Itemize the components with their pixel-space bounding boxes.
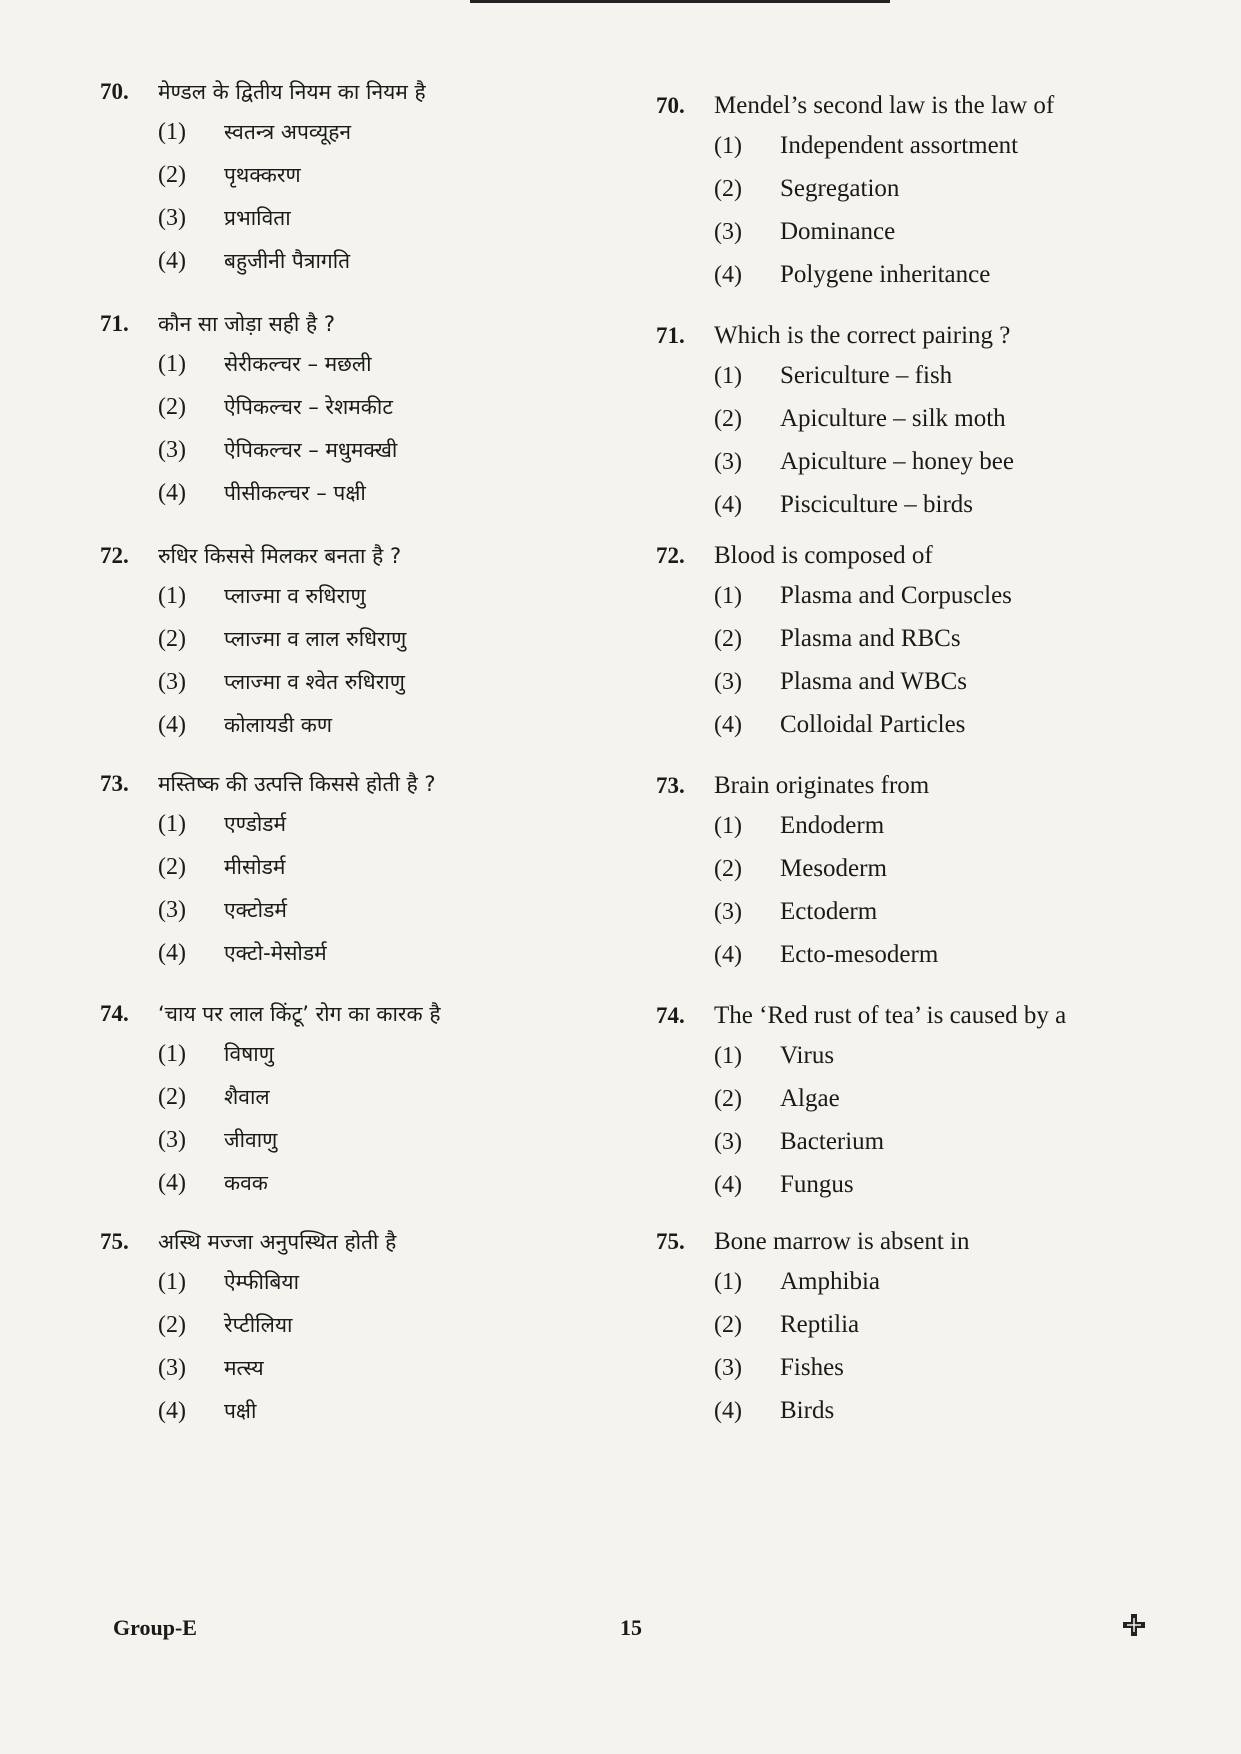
answer-option [656, 941, 1156, 984]
question-text: Mendel’s second law is the law of [714, 92, 1055, 119]
option-number: (3) [158, 669, 186, 695]
question-number: 75. [656, 1229, 685, 1254]
question-text: मस्तिष्क की उत्पत्ति किससे होती है ? [158, 772, 436, 796]
option-text: Colloidal Particles [780, 711, 966, 738]
question-70 [100, 78, 620, 290]
answer-option [100, 711, 620, 754]
option-number: (2) [158, 854, 186, 880]
option-number: (2) [714, 626, 742, 652]
answer-option [656, 1085, 1156, 1128]
question-75 [100, 1228, 620, 1440]
option-number: (4) [714, 712, 742, 738]
question-71 [656, 322, 1156, 534]
option-text: पृथक्करण [224, 163, 301, 187]
option-number: (3) [158, 1355, 186, 1381]
option-number: (3) [714, 669, 742, 695]
answer-option [656, 855, 1156, 898]
option-number: (4) [714, 1398, 742, 1424]
option-text: Pisciculture – birds [780, 491, 974, 518]
option-text: ऐपिकल्चर – रेशमकीट [224, 395, 393, 419]
option-text: कोलायडी कण [224, 713, 333, 737]
option-number: (1) [714, 363, 742, 389]
option-text: पक्षी [224, 1399, 257, 1423]
option-number: (3) [158, 1127, 186, 1153]
option-number: (3) [714, 1129, 742, 1155]
answer-option [656, 1268, 1156, 1311]
option-text: स्वतन्त्र अपव्यूहन [224, 120, 352, 144]
option-text: कवक [224, 1171, 268, 1195]
question-number: 74. [656, 1003, 685, 1028]
question-73 [100, 770, 620, 982]
option-number: (1) [158, 119, 186, 145]
question-header [100, 310, 620, 350]
option-text: Fungus [780, 1171, 854, 1198]
option-text: Sericulture – fish [780, 362, 953, 389]
answer-option [100, 853, 620, 896]
option-text: एक्टो-मेसोडर्म [224, 941, 327, 965]
answer-option [100, 939, 620, 982]
option-text: Endoderm [780, 812, 885, 839]
answer-option [100, 1169, 620, 1212]
answer-option [100, 582, 620, 625]
question-75 [656, 1228, 1156, 1440]
answer-option [656, 1354, 1156, 1397]
option-number: (2) [714, 856, 742, 882]
answer-option [656, 1042, 1156, 1085]
option-number: (3) [714, 449, 742, 475]
question-header [656, 322, 1156, 362]
question-number: 72. [656, 543, 685, 568]
answer-option [656, 812, 1156, 855]
option-number: (3) [158, 205, 186, 231]
question-text: रुधिर किससे मिलकर बनता है ? [158, 544, 402, 568]
question-header [100, 1000, 620, 1040]
option-number: (4) [158, 1170, 186, 1196]
option-number: (2) [158, 1312, 186, 1338]
option-text: Fishes [780, 1354, 844, 1381]
answer-option [656, 668, 1156, 711]
question-number: 73. [100, 771, 129, 796]
option-number: (3) [158, 897, 186, 923]
option-text: Apiculture – silk moth [780, 405, 1006, 432]
group-label: Group-E [113, 1615, 197, 1640]
answer-option [656, 405, 1156, 448]
option-number: (1) [714, 583, 742, 609]
option-text: शैवाल [224, 1085, 270, 1109]
question-70 [656, 92, 1156, 304]
question-number: 70. [100, 79, 129, 104]
option-number: (1) [714, 1269, 742, 1295]
answer-option [100, 393, 620, 436]
answer-option [100, 479, 620, 522]
answer-option [656, 448, 1156, 491]
answer-option [656, 1397, 1156, 1440]
question-number: 72. [100, 543, 129, 568]
answer-option [100, 625, 620, 668]
option-number: (4) [158, 480, 186, 506]
answer-option [100, 161, 620, 204]
question-text: The ‘Red rust of tea’ is caused by a [714, 1002, 1067, 1029]
answer-option [656, 625, 1156, 668]
option-text: Ecto-mesoderm [780, 941, 939, 968]
option-number: (4) [714, 262, 742, 288]
option-number: (3) [714, 219, 742, 245]
question-74 [100, 1000, 620, 1212]
option-text: मीसोडर्म [224, 855, 286, 879]
option-text: बहुजीनी पैत्रागति [224, 249, 351, 273]
option-text: Polygene inheritance [780, 261, 991, 288]
answer-option [656, 175, 1156, 218]
answer-option [656, 491, 1156, 534]
option-text: Bacterium [780, 1128, 885, 1155]
option-text: ऐपिकल्चर – मधुमक्खी [224, 438, 398, 462]
answer-option [656, 711, 1156, 754]
question-text: Which is the correct pairing ? [714, 322, 1011, 349]
question-text: Blood is composed of [714, 542, 933, 569]
answer-option [100, 436, 620, 479]
option-text: Apiculture – honey bee [780, 448, 1014, 475]
answer-option [100, 118, 620, 161]
answer-option [100, 350, 620, 393]
option-number: (2) [714, 1086, 742, 1112]
option-number: (1) [714, 133, 742, 159]
answer-option [100, 247, 620, 290]
answer-option [656, 1171, 1156, 1214]
option-text: Amphibia [780, 1268, 880, 1295]
option-number: (1) [158, 351, 186, 377]
option-number: (1) [158, 1269, 186, 1295]
option-text: सेरीकल्चर – मछली [224, 352, 372, 376]
option-number: (3) [158, 437, 186, 463]
option-number: (1) [158, 1041, 186, 1067]
answer-option [656, 582, 1156, 625]
top-rule [470, 0, 890, 3]
answer-option [656, 362, 1156, 405]
page-footer [0, 1615, 1241, 1655]
option-number: (3) [714, 1355, 742, 1381]
question-number: 74. [100, 1001, 129, 1026]
question-number: 75. [100, 1229, 129, 1254]
question-73 [656, 772, 1156, 984]
answer-option [100, 1083, 620, 1126]
option-number: (1) [158, 811, 186, 837]
answer-option [100, 1040, 620, 1083]
option-number: (3) [714, 899, 742, 925]
question-header [100, 542, 620, 582]
option-text: Plasma and RBCs [780, 625, 961, 652]
option-number: (4) [158, 1398, 186, 1424]
option-text: Independent assortment [780, 132, 1019, 159]
option-number: (2) [158, 394, 186, 420]
answer-option [100, 896, 620, 939]
option-number: (2) [158, 162, 186, 188]
option-text: Segregation [780, 175, 900, 202]
option-number: (4) [714, 1172, 742, 1198]
option-text: प्लाज्मा व श्वेत रुधिराणु [224, 670, 405, 694]
option-text: ऐम्फीबिया [224, 1270, 300, 1294]
option-number: (1) [714, 813, 742, 839]
question-text: मेण्डल के द्वितीय नियम का नियम है [158, 80, 426, 104]
answer-option [656, 132, 1156, 175]
option-text: प्रभाविता [224, 206, 291, 230]
page-number: 15 [620, 1615, 642, 1640]
question-header [100, 770, 620, 810]
question-number: 70. [656, 93, 685, 118]
plus-cross-icon [1122, 1613, 1146, 1637]
option-number: (2) [158, 626, 186, 652]
question-text: कौन सा जोड़ा सही है ? [158, 312, 336, 336]
question-text: Brain originates from [714, 772, 930, 799]
question-header [100, 1228, 620, 1268]
option-number: (2) [714, 1312, 742, 1338]
answer-option [100, 810, 620, 853]
option-text: Plasma and WBCs [780, 668, 968, 695]
question-header [656, 772, 1156, 812]
option-text: Algae [780, 1085, 840, 1112]
question-72 [656, 542, 1156, 754]
option-text: जीवाणु [224, 1128, 278, 1152]
answer-option [100, 1268, 620, 1311]
option-text: Mesoderm [780, 855, 887, 882]
option-text: विषाणु [224, 1042, 274, 1066]
question-header [656, 542, 1156, 582]
answer-option [100, 1397, 620, 1440]
option-number: (4) [158, 248, 186, 274]
option-text: एण्डोडर्म [224, 812, 287, 836]
question-header [656, 1002, 1156, 1042]
option-number: (4) [714, 942, 742, 968]
answer-option [656, 1128, 1156, 1171]
option-number: (2) [714, 176, 742, 202]
answer-option [100, 1126, 620, 1169]
option-number: (2) [714, 406, 742, 432]
option-text: Birds [780, 1397, 835, 1424]
option-number: (1) [158, 583, 186, 609]
option-text: पीसीकल्चर – पक्षी [224, 481, 366, 505]
option-text: Virus [780, 1042, 835, 1069]
question-74 [656, 1002, 1156, 1214]
question-number: 71. [656, 323, 685, 348]
option-text: एक्टोडर्म [224, 898, 287, 922]
question-header [656, 1228, 1156, 1268]
question-number: 71. [100, 311, 129, 336]
option-number: (4) [714, 492, 742, 518]
option-text: Dominance [780, 218, 896, 245]
option-text: Plasma and Corpuscles [780, 582, 1012, 609]
answer-option [100, 668, 620, 711]
question-header [100, 78, 620, 118]
answer-option [656, 261, 1156, 304]
question-number: 73. [656, 773, 685, 798]
answer-option [100, 204, 620, 247]
question-text: अस्थि मज्जा अनुपस्थित होती है [158, 1230, 397, 1254]
option-text: रेप्टीलिया [224, 1313, 293, 1337]
question-text: Bone marrow is absent in [714, 1228, 970, 1255]
option-text: Reptilia [780, 1311, 860, 1338]
answer-option [100, 1354, 620, 1397]
option-text: Ectoderm [780, 898, 878, 925]
question-71 [100, 310, 620, 522]
answer-option [656, 1311, 1156, 1354]
answer-option [100, 1311, 620, 1354]
option-text: प्लाज्मा व लाल रुधिराणु [224, 627, 407, 651]
question-text: ‘चाय पर लाल किंटू’ रोग का कारक है [158, 1002, 441, 1026]
option-text: प्लाज्मा व रुधिराणु [224, 584, 366, 608]
option-number: (1) [714, 1043, 742, 1069]
option-text: मत्स्य [224, 1356, 264, 1380]
option-number: (2) [158, 1084, 186, 1110]
answer-option [656, 218, 1156, 261]
option-number: (4) [158, 940, 186, 966]
answer-option [656, 898, 1156, 941]
option-number: (4) [158, 712, 186, 738]
question-72 [100, 542, 620, 754]
question-header [656, 92, 1156, 132]
